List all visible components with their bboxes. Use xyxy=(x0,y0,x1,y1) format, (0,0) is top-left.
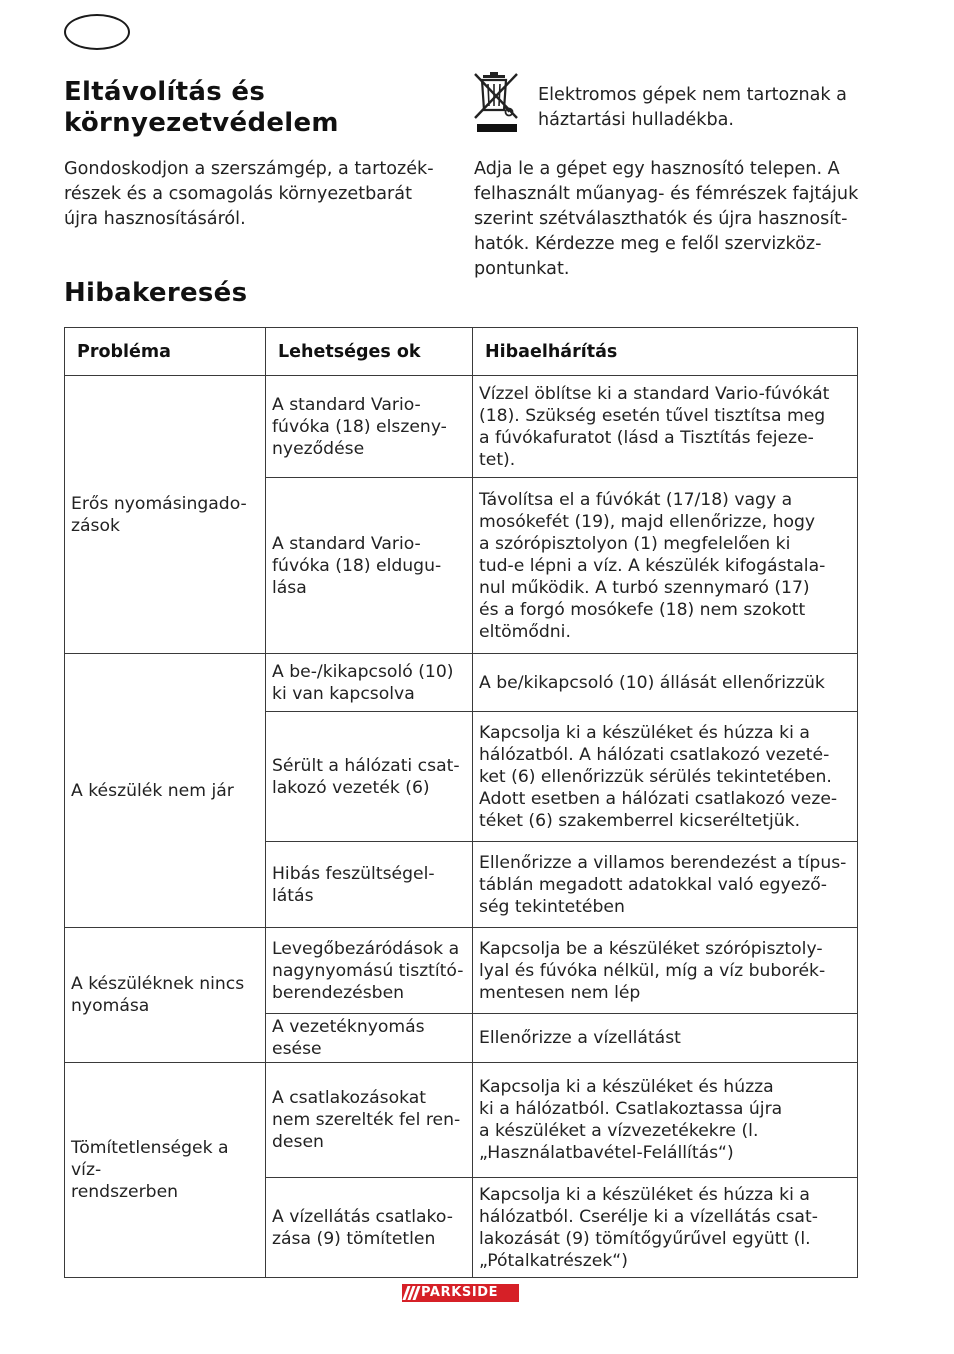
recycling-paragraph: Adja le a gépet egy hasznosító telepen. A felhasznált műanyag- és fémrészek fajtájuk szerint szétválaszthatók és újra hasznosít- hatók. Kérdezze meg e felől szervizköz- pontunkat. xyxy=(474,159,859,279)
cause-cell: Sérült a hálózati csat- lakozó vezeték (6) xyxy=(266,712,473,842)
fix-cell: Ellenőrizze a vízellátást xyxy=(473,1014,858,1063)
table-header-row xyxy=(65,328,858,376)
cause-cell: A standard Vario- fúvóka (18) elszeny- nyeződése xyxy=(266,376,473,478)
disposal-paragraph: Gondoskodjon a szerszámgép, a tartozék- részek és a csomagolás környezetbarát újra hasznosításáról. xyxy=(64,159,434,229)
cause-cell: A be-/kikapcsoló (10) ki van kapcsolva xyxy=(266,654,473,712)
fix-cell: Távolítsa el a fúvókát (17/18) vagy a mosókefét (19), majd ellenőrizze, hogy a szórópisztolyon (1) megfelelően ki tud-e lépni a víz. A készülék kifogástala- nul működik. A turbó szennymaró (17) és a forgó mosókefe (18) nem szokott eltömődni. xyxy=(473,478,858,654)
fix-cell: Kapcsolja ki a készüléket és húzza ki a hálózatból. A hálózati csatlakozó vezeté- ket (6) ellenőrizzük sérülés tekintetében. Adott esetben a hálózati csatlakozó veze- téket (6) szakemberrel kicseréltetjük. xyxy=(473,712,858,842)
column-header-fix: Hibaelhárítás xyxy=(473,328,858,376)
language-badge xyxy=(64,14,130,50)
column-header-problem: Probléma xyxy=(65,328,266,376)
crossed-out-wheeled-bin-icon xyxy=(473,72,525,138)
brand-name: PARKSIDE xyxy=(421,1285,499,1300)
table-row xyxy=(65,1063,858,1178)
cause-cell: Hibás feszültségel- látás xyxy=(266,842,473,928)
fix-cell: Kapcsolja ki a készüléket és húzza ki a hálózatból. Csatlakoztassa újra a készüléket a vízvezetékekre (l. „Használatbavétel-Felállítás“) xyxy=(473,1063,858,1178)
cause-cell: A standard Vario- fúvóka (18) eldugu- lása xyxy=(266,478,473,654)
parkside-logo xyxy=(402,1284,519,1302)
problem-cell: A készüléknek nincs nyomása xyxy=(65,928,266,1063)
disposal-heading: Eltávolítás és környezetvédelem xyxy=(64,77,339,138)
cause-cell: Levegőbezáródások a nagynyomású tisztító- berendezésben xyxy=(266,928,473,1014)
cause-cell: A vízellátás csatlako- zása (9) tömítetlen xyxy=(266,1178,473,1278)
fix-cell: A be/kikapcsoló (10) állását ellenőrizzük xyxy=(473,654,858,712)
problem-cell: Erős nyomásingado- zások xyxy=(65,376,266,654)
fix-cell: Ellenőrizze a villamos berendezést a típus- táblán megadott adatokkal való egyező- ség tekintetében xyxy=(473,842,858,928)
table-row xyxy=(65,654,858,712)
cause-cell: A csatlakozásokat nem szerelték fel ren- desen xyxy=(266,1063,473,1178)
fix-cell: Kapcsolja be a készüléket szórópisztoly- lyal és fúvóka nélkül, míg a víz buborék- mentesen nem lép xyxy=(473,928,858,1014)
table-row xyxy=(65,376,858,478)
problem-cell: A készülék nem jár xyxy=(65,654,266,928)
weee-notice: Elektromos gépek nem tartoznak a háztartási hulladékba. xyxy=(538,85,847,130)
logo-stripes-icon xyxy=(405,1286,418,1300)
table-row xyxy=(65,928,858,1014)
cause-cell: A vezetéknyomás esése xyxy=(266,1014,473,1063)
troubleshooting-table xyxy=(64,327,858,1278)
fix-cell: Vízzel öblítse ki a standard Vario-fúvókát (18). Szükség esetén tűvel tisztítsa meg a fúvókafuratot (lásd a Tisztítás fejeze- tet). xyxy=(473,376,858,478)
fix-cell: Kapcsolja ki a készüléket és húzza ki a hálózatból. Cserélje ki a vízellátás csat- lakozását (9) tömítőgyűrűvel együtt (l. „Pótalkatrészek“) xyxy=(473,1178,858,1278)
problem-cell: Tömítetlenségek a víz- rendszerben xyxy=(65,1063,266,1278)
column-header-cause: Lehetséges ok xyxy=(266,328,473,376)
troubleshooting-heading: Hibakeresés xyxy=(64,278,248,308)
